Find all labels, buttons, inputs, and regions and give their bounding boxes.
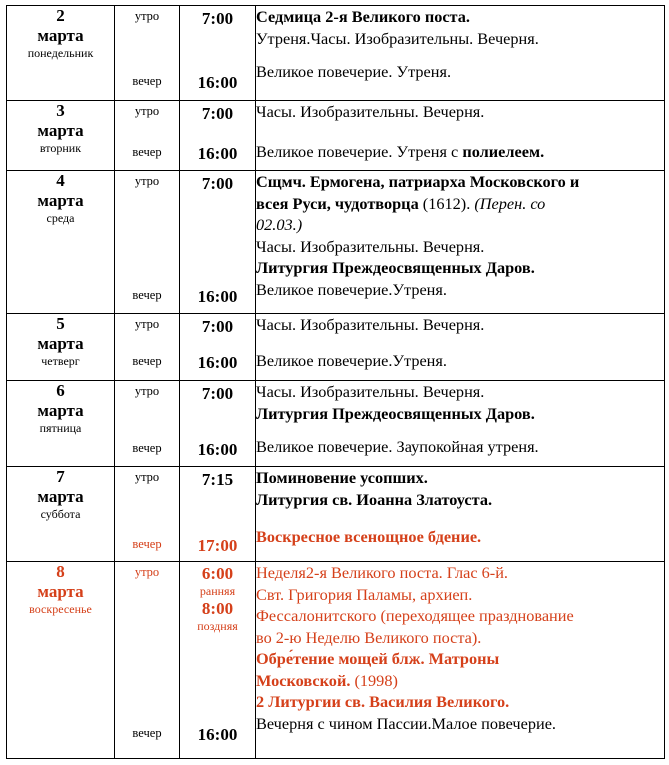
evening-time: 17:00 xyxy=(197,536,238,555)
day-part-cell xyxy=(115,381,180,467)
time-cell xyxy=(180,381,256,467)
evening-service: Воскресное всенощное бдение. xyxy=(256,527,482,546)
services-cell xyxy=(256,101,665,171)
saint-line: Свт. Григория Паламы, архиеп. xyxy=(256,584,473,604)
services-cell xyxy=(256,6,665,101)
day-part-cell xyxy=(115,314,180,381)
weekday: понедельник xyxy=(27,46,94,60)
weekday: пятница xyxy=(39,421,82,435)
day-row xyxy=(7,467,665,562)
month-name: марта xyxy=(37,582,84,601)
evening-time: 16:00 xyxy=(197,353,238,372)
time-cell xyxy=(180,171,256,314)
time-cell xyxy=(180,467,256,562)
morning-label: утро xyxy=(134,565,160,579)
relics-year: (1998) xyxy=(354,670,398,690)
day-part-cell xyxy=(115,171,180,314)
morning-label: утро xyxy=(134,174,160,188)
month-name: марта xyxy=(37,401,84,420)
service-line: Утреня.Часы. Изобразительны. Вечерня. xyxy=(256,28,539,48)
services-cell xyxy=(256,467,665,562)
day-row xyxy=(7,171,665,314)
day-part-cell xyxy=(115,562,180,759)
feast-title-cont xyxy=(256,193,664,215)
late-label: поздняя xyxy=(197,619,238,633)
feast-title-end: всея Руси, чудотворца xyxy=(256,193,419,213)
day-row xyxy=(7,562,665,759)
morning-time: 7:00 xyxy=(201,317,234,336)
evening-time: 16:00 xyxy=(197,440,238,459)
morning-time: 7:00 xyxy=(201,104,234,123)
time-cell xyxy=(180,314,256,381)
evening-service-text: Великое повечерие. Утреня с xyxy=(256,141,459,161)
morning-label: утро xyxy=(134,317,160,331)
date-cell xyxy=(7,562,115,759)
day-number: 3 xyxy=(56,101,65,120)
early-liturgy-time: 6:00 xyxy=(201,564,234,583)
liturgy-line: Литургия Преждеосвященных Даров. xyxy=(256,258,535,277)
weekday: четверг xyxy=(41,354,80,368)
day-number: 4 xyxy=(56,171,65,190)
sunday-title: Неделя2-я Великого поста. Глас 6-й. xyxy=(256,563,508,582)
services-cell xyxy=(256,381,665,467)
date-cell xyxy=(7,381,115,467)
morning-time: 7:00 xyxy=(201,174,234,193)
day-row xyxy=(7,101,665,171)
time-cell xyxy=(180,101,256,171)
evening-service xyxy=(256,141,664,163)
early-label: ранняя xyxy=(199,584,236,598)
morning-label: утро xyxy=(134,104,160,118)
date-cell xyxy=(7,6,115,101)
day-part-cell xyxy=(115,467,180,562)
month-name: марта xyxy=(37,334,84,353)
relics-title-end: Московской. xyxy=(256,670,351,690)
services-cell xyxy=(256,171,665,314)
evening-label: вечер xyxy=(132,441,162,455)
month-name: марта xyxy=(37,121,84,140)
evening-time: 16:00 xyxy=(197,287,238,306)
date-cell xyxy=(7,171,115,314)
day-number: 2 xyxy=(56,6,65,25)
evening-time: 16:00 xyxy=(197,144,238,163)
evening-time: 16:00 xyxy=(197,73,238,92)
day-number: 5 xyxy=(56,314,65,333)
morning-time: 7:15 xyxy=(201,470,234,489)
liturgy-line: 2 Литургии св. Василия Великого. xyxy=(256,692,510,711)
day-number: 7 xyxy=(56,467,65,486)
month-name: марта xyxy=(37,191,84,210)
weekday: среда xyxy=(46,211,75,225)
polyeleos-mark: полиелеем. xyxy=(462,141,545,161)
service-line: Часы. Изобразительны. Вечерня. xyxy=(256,315,485,334)
evening-service: Великое повечерие. Заупокойная утреня. xyxy=(256,437,539,456)
evening-time: 16:00 xyxy=(197,725,238,744)
day-number: 6 xyxy=(56,381,65,400)
liturgy-line: Литургия Преждеосвященных Даров. xyxy=(256,403,535,423)
service-line: Часы. Изобразительны. Вечерня. xyxy=(256,382,485,401)
morning-label: утро xyxy=(134,9,160,23)
saint-line: Фессалонитского (переходящее празднование xyxy=(256,606,574,625)
feast-title: Сщмч. Ермогена, патриарха Московского и xyxy=(256,172,580,191)
morning-label: утро xyxy=(134,384,160,398)
date-cell xyxy=(7,314,115,381)
transfer-note: (Перен. со xyxy=(474,193,546,213)
evening-service: Вечерня с чином Пассии.Малое повечерие. xyxy=(256,713,556,733)
services-cell xyxy=(256,562,665,759)
evening-label: вечер xyxy=(132,354,162,368)
saint-line: во 2-ю Неделю Великого поста). xyxy=(256,627,482,647)
day-row xyxy=(7,314,665,381)
evening-label: вечер xyxy=(132,537,162,551)
liturgy-line: Литургия св. Иоанна Златоуста. xyxy=(256,489,493,509)
feast-year: (1612). xyxy=(422,193,471,213)
weekday: вторник xyxy=(39,141,82,155)
day-row xyxy=(7,381,665,467)
time-cell xyxy=(180,562,256,759)
transfer-note-date: 02.03.) xyxy=(256,215,303,234)
weekday: воскресенье xyxy=(29,602,92,616)
services-schedule-table xyxy=(6,5,665,759)
date-cell xyxy=(7,467,115,562)
evening-label: вечер xyxy=(132,288,162,302)
late-liturgy-time: 8:00 xyxy=(201,599,234,618)
relics-title: Обре́тение мощей блж. Матроны xyxy=(256,649,500,668)
evening-service: Великое повечерие.Утреня. xyxy=(256,279,447,299)
services-cell xyxy=(256,314,665,381)
weekday: суббота xyxy=(40,507,81,521)
service-line: Часы. Изобразительны. Вечерня. xyxy=(256,102,485,121)
month-name: марта xyxy=(37,26,84,45)
day-part-cell xyxy=(115,6,180,101)
day-number: 8 xyxy=(56,562,65,581)
day-row xyxy=(7,6,665,101)
morning-time: 7:00 xyxy=(201,384,234,403)
evening-service: Великое повечерие. Утреня. xyxy=(256,62,452,81)
service-line: Часы. Изобразительны. Вечерня. xyxy=(256,236,485,256)
feast-title: Поминовение усопших. xyxy=(256,468,428,487)
evening-label: вечер xyxy=(132,726,162,740)
month-name: марта xyxy=(37,487,84,506)
time-cell xyxy=(180,6,256,101)
morning-label: утро xyxy=(134,470,160,484)
relics-title-cont xyxy=(256,670,664,692)
evening-service: Великое повечерие.Утреня. xyxy=(256,350,447,370)
evening-label: вечер xyxy=(132,145,162,159)
feast-title: Седмица 2-я Великого поста. xyxy=(256,7,470,26)
evening-label: вечер xyxy=(132,74,162,88)
morning-time: 7:00 xyxy=(201,9,234,28)
day-part-cell xyxy=(115,101,180,171)
date-cell xyxy=(7,101,115,171)
